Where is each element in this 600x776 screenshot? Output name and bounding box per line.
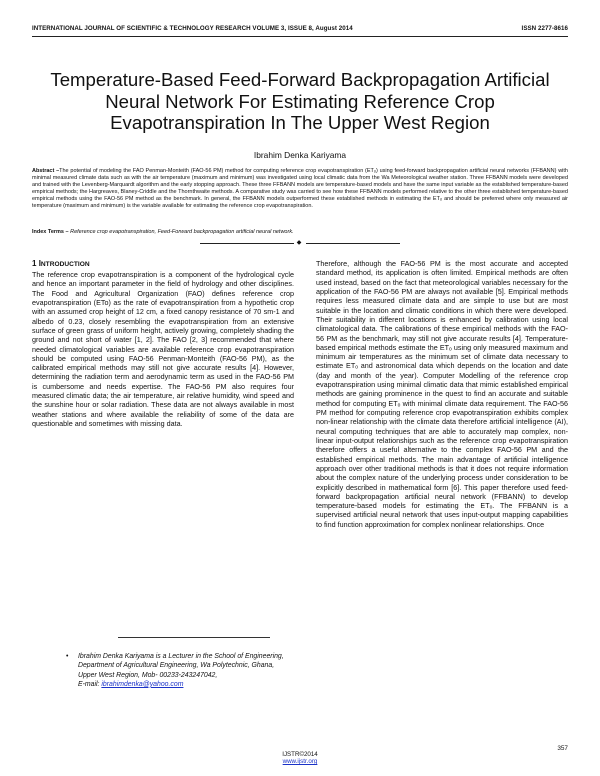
- header-rule: [32, 36, 568, 37]
- abstract: [32, 168, 568, 211]
- section-heading: [32, 259, 294, 270]
- author-email-link[interactable]: ibrahimdenka@yahoo.com: [101, 680, 184, 688]
- right-column: [316, 259, 568, 529]
- divider-line-left: [200, 243, 294, 244]
- divider-line-right: [306, 243, 400, 244]
- abstract-label: Abstract –: [32, 168, 60, 174]
- left-column-text: The reference crop evapotranspiration is a component of the hydrological cycle and hence an important parameter in the field of hydrology and other disciplines. The Food and Agricultural Organization (FAO) defines reference crop evapotranspiration (ETo) as the rate of evapotranspiration from a hypothetic crop with an assumed crop height of 12 cm, a fixed canopy resistance of 70 sm-1 and albedo of 0.23, closely resembling the evapotranspiration from an extensive surface of green grass of uniform height, actively growing, completely shading the ground and not short of water [1, 2]. The FAO [2, 3] recommended that where needed climatological variables are available reference crop evapotranspiration should be computed using FAO-56 Penman-Monteith (FAO-56 PM), as the calibrated empirical methods may still not give accurate results [4]. However, determining the radiation term and aerodynamic term as used in the FAO-56 PM is cumbersome and needs expertise. The FAO-56 PM also requires four measured climatic data; the air temperature, air relative humidity, wind speed and the sunshine hour or solar radiation. These data are not always available in most weather stations and where available the reliability of some of the data are questionable and sometimes with missing data.: [32, 270, 294, 428]
- index-terms-text: Reference crop evapotranspiration, Feed-Forward backpropagation artificial neural network.: [70, 229, 294, 235]
- diamond-icon: ◆: [296, 240, 302, 246]
- index-terms: [32, 229, 568, 236]
- journal-website-link[interactable]: www.ijstr.org: [282, 758, 318, 766]
- paper-title: Temperature-Based Feed-Forward Backpropagation Artificial Neural Network For Estimating Reference Crop Evapotranspiration In The Upper West Region: [50, 69, 550, 134]
- abstract-text: The potential of modeling the FAO Penman-Monteith (FAO-56 PM) method for computing reference crop evapotranspiration (ETₒ) using feed-forward backpropagation artificial neural networks (FFBANN) with minimal measured climate data such as with the air temperature (maximum and minimum) was investigated using local climatic data from the Wa Meteorological weather station. Three FFBANN models were developed and trained with the Levenberg-Marquardt algorithm and the early stopping approach. These three FFBANN models are temperature-based models and have the same input variable as the established temperature-based empirical methods; the Hargreaves, Blaney-Criddle and the Thornthwaite methods. A comparative study was carried to see how these FFBANN models performed relative to the other three established temperature-based empirical methods using the FAO-56 PM method as the benchmark. In general, the FFBANN models outperformed these established methods in estimating the ETₒ and should be preferred where only measured air temperature (maximum and minimum) is the variable available for estimating the reference crop evapotranspiration.: [32, 168, 568, 210]
- footnote-rule: [118, 637, 270, 638]
- right-column-text: Therefore, although the FAO-56 PM is the most accurate and accepted standard method, its application is often limited. Empirical methods are often used instead, based on the fact that meteorological variables necessary for the application of the FAO-56 PM are always not available [5]. Empirical methods requires less measured climate data and are simple to use but are most suitable in the location and climatic conditions in which there were developed. Their suitability in different locations is enhanced by calibration using local climatological data. The calibrations of these empirical methods with the FAO-56 PM as the benchmark, may still not give accurate results [4]. Temperature-based empirical methods estimate the ETₒ using only measured maximum and minimum air temperatures as the minimum set of climate data necessary to estimate ETₒ and astronomical data which depends on the location and date (day and month of the year). Computer Modelling of the reference crop evapotranspiration using minimal climatic data that mimic established empirical methods are gaining prominence in the quest to find an accurate and suitable method for computing ETₒ with minimal climate data requirement. The FAO-56 PM method for computing reference crop evapotranspiration exhibits complex non-linear relationship with the climate data therefore artificial intelligence (AI), neural computing techniques that are able to accurately map complex, non-linear input-output relationships such as the reference crop evapotranspiration therefore offers a useful alternative to the complex FAO-56 PM and the established empirical methods. The main advantage of artificial intelligence approach over other traditional methods is that it does not require information about the complex nature of the underlying process under consideration to be explicitly described in mathematical form [6]. This paper therefore used feed-forward backpropagation artificial neural network (FFBANN) to develop temperature-based models for estimating the ETₒ. The FFBANN is a supervised artificial neural network that uses input-output mapping capabilities to find function approximation for complex nonlinear relationships. Once: [316, 259, 568, 529]
- page-number: 357: [557, 745, 568, 752]
- journal-name: INTERNATIONAL JOURNAL OF SCIENTIFIC & TECHNOLOGY RESEARCH VOLUME 3, ISSUE 8, August 2014: [32, 25, 353, 32]
- page-footer: [0, 751, 600, 766]
- footnote-text: Ibrahim Denka Kariyama is a Lecturer in the School of Engineering, Department of Agricultural Engineering, Wa Polytechnic, Ghana, Upper West Region, Mob- 00233-243247042,: [78, 653, 284, 679]
- section-number: 1: [32, 259, 37, 268]
- bullet-icon: •: [66, 653, 69, 660]
- issn: ISSN 2277-8616: [521, 25, 568, 32]
- author-name: Ibrahim Denka Kariyama: [253, 150, 347, 160]
- footnote-email-label: E-mail:: [78, 680, 100, 688]
- section-title-initial: I: [38, 259, 41, 268]
- section-divider: [200, 239, 400, 247]
- author-footnote: [66, 652, 288, 689]
- left-column: [32, 259, 294, 428]
- footer-copyright: IJSTR©2014: [282, 751, 318, 758]
- index-terms-label: Index Terms –: [32, 229, 69, 235]
- section-title-rest: NTRODUCTION: [40, 261, 90, 268]
